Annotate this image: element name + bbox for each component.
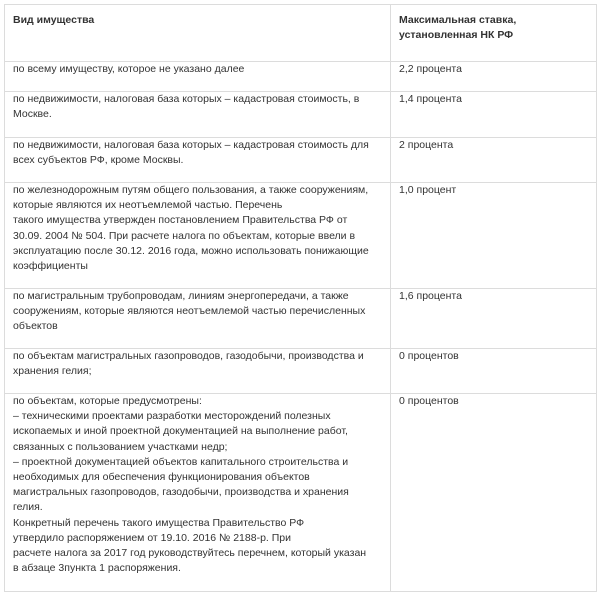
description-line: по недвижимости, налоговая база которых – кадастровая стоимость для bbox=[13, 139, 369, 151]
description-line: ископаемых и иной проектной документацией на выполнение работ, bbox=[13, 425, 348, 438]
description-line: Конкретный перечень такого имущества Правительство РФ bbox=[13, 516, 305, 529]
description-line: 30.09. 2004 № 504. При расчете налога по объектам, которые ввели в bbox=[13, 229, 356, 242]
header-max-rate-line: Максимальная ставка, bbox=[399, 14, 517, 26]
rate-value: 1,4 процента bbox=[391, 92, 597, 138]
header-row bbox=[5, 5, 597, 62]
table-row bbox=[5, 394, 597, 592]
description-line: связанных с пользованием участками недр; bbox=[13, 440, 228, 453]
property-description bbox=[5, 62, 391, 92]
header-property-type-label: Вид имущества bbox=[13, 14, 95, 26]
description-line: коэффициенты bbox=[13, 260, 88, 273]
rate-value: 2,2 процента bbox=[391, 62, 597, 92]
description-line: которые являются их неотъемлемой частью. Перечень bbox=[13, 199, 283, 212]
description-line: утвердило распоряжением от 19.10. 2016 № 2188-р. При bbox=[13, 531, 291, 544]
property-description bbox=[5, 289, 391, 349]
description-line: – проектной документацией объектов капитального строительства и bbox=[13, 455, 349, 468]
rate-value: 0 процентов bbox=[391, 349, 597, 394]
description-line: по железнодорожным путям общего пользования, а также сооружениям, bbox=[13, 184, 369, 196]
rate-value: 1,6 процента bbox=[391, 289, 597, 349]
table-row bbox=[5, 138, 597, 183]
description-line: по объектам магистральных газопроводов, газодобычи, производства и bbox=[13, 350, 364, 362]
table-row bbox=[5, 349, 597, 394]
rate-value: 0 процентов bbox=[391, 394, 597, 592]
description-line: расчете налога за 2017 год руководствуйтесь перечнем, который указан bbox=[13, 547, 367, 560]
description-line: – техническими проектами разработки месторождений полезных bbox=[13, 410, 331, 423]
property-description bbox=[5, 349, 391, 394]
table-row bbox=[5, 92, 597, 138]
description-line: эксплуатацию после 30.12. 2016 года, можно использовать понижающие bbox=[13, 244, 369, 257]
header-max-rate bbox=[391, 5, 597, 62]
tax-rates-table bbox=[4, 4, 597, 592]
property-description bbox=[5, 92, 391, 138]
description-line: необходимых для обеспечения функционирования объектов bbox=[13, 471, 310, 484]
description-line: такого имущества утвержден постановлением Правительства РФ от bbox=[13, 214, 348, 227]
table-row bbox=[5, 289, 597, 349]
description-line: магистральных газопроводов, газодобычи, производства и хранения bbox=[13, 486, 349, 499]
description-line: всех субъектов РФ, кроме Москвы. bbox=[13, 154, 184, 167]
header-property-type bbox=[5, 5, 391, 62]
table-row bbox=[5, 62, 597, 92]
description-line: по объектам, которые предусмотрены: bbox=[13, 395, 202, 407]
description-line: по недвижимости, налоговая база которых – кадастровая стоимость, в bbox=[13, 93, 360, 105]
property-description bbox=[5, 138, 391, 183]
property-description bbox=[5, 183, 391, 289]
description-line: по всему имуществу, которое не указано далее bbox=[13, 63, 245, 75]
rate-value: 2 процента bbox=[391, 138, 597, 183]
description-line: по магистральным трубопроводам, линиям энергопередачи, а также bbox=[13, 290, 349, 302]
header-max-rate-line: установленная НК РФ bbox=[399, 29, 514, 42]
description-line: хранения гелия; bbox=[13, 365, 92, 378]
description-line: Москве. bbox=[13, 108, 52, 121]
property-description bbox=[5, 394, 391, 592]
description-line: в абзаце 3пункта 1 распоряжения. bbox=[13, 562, 181, 575]
description-line: сооружениям, которые являются неотъемлемой частью перечисленных bbox=[13, 305, 366, 318]
rate-value: 1,0 процент bbox=[391, 183, 597, 289]
table-row bbox=[5, 183, 597, 289]
description-line: объектов bbox=[13, 320, 58, 333]
description-line: гелия. bbox=[13, 501, 43, 514]
